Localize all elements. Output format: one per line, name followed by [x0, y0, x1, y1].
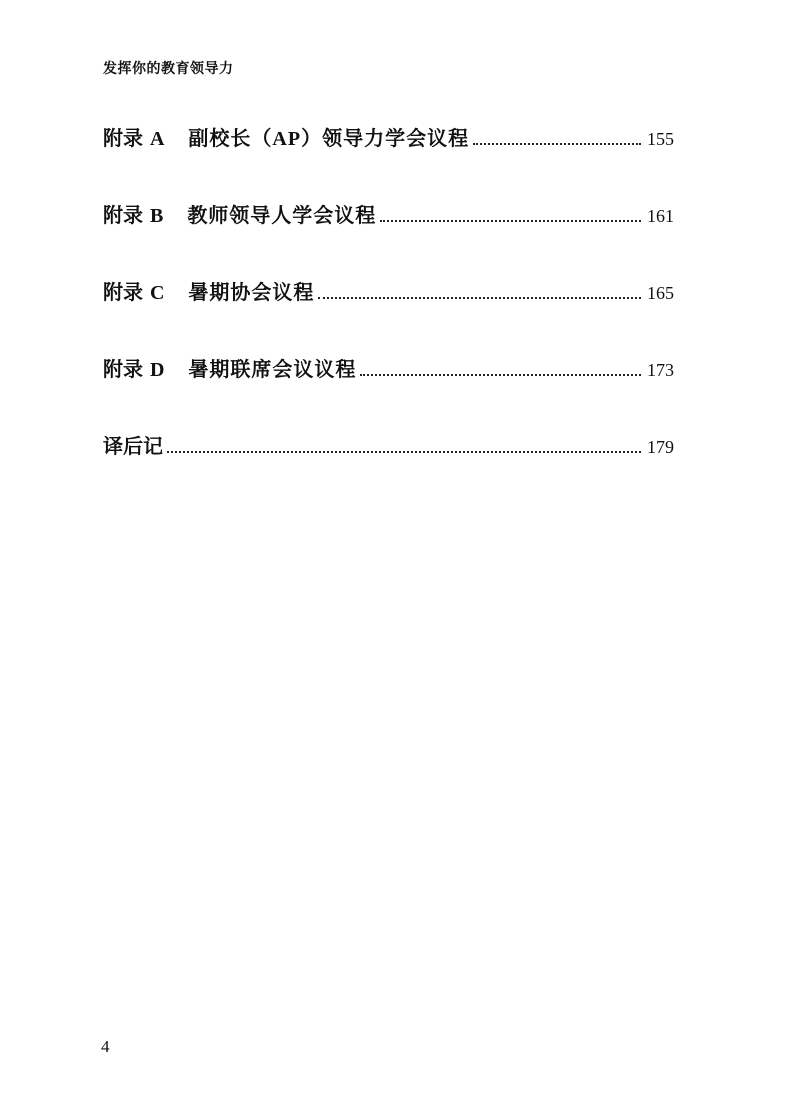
toc-entry-appendix-b[interactable]	[103, 199, 674, 276]
running-head: 发挥你的教育领导力	[103, 61, 234, 77]
toc-entry-title: 暑期协会议程	[188, 280, 315, 304]
toc-entry-appendix-a[interactable]	[103, 122, 674, 199]
toc-entry-label: 附录 B	[103, 203, 164, 227]
toc-entry-page: 173	[647, 360, 674, 380]
toc-entry-label: 译后记	[103, 434, 163, 458]
table-of-contents	[103, 122, 674, 507]
toc-entry-appendix-d[interactable]	[103, 353, 674, 430]
dot-leader	[473, 143, 641, 145]
toc-entry-label: 附录 C	[103, 280, 165, 304]
dot-leader	[380, 220, 641, 222]
toc-entry-appendix-c[interactable]	[103, 276, 674, 353]
page-number: 4	[101, 1037, 110, 1056]
toc-entry-afterword[interactable]	[103, 430, 674, 507]
toc-entry-title: 暑期联席会议议程	[188, 357, 357, 381]
dot-leader	[360, 374, 641, 376]
dot-leader	[318, 297, 641, 299]
toc-entry-label: 附录 A	[103, 126, 165, 150]
toc-entry-page: 179	[647, 437, 674, 457]
dot-leader	[167, 451, 641, 453]
toc-entry-title: 教师领导人学会议程	[187, 203, 377, 227]
toc-entry-title: 副校长（AP）领导力学会议程	[188, 126, 470, 150]
toc-entry-page: 165	[647, 283, 674, 303]
toc-entry-label: 附录 D	[103, 357, 165, 381]
toc-entry-page: 155	[647, 129, 674, 149]
toc-entry-page: 161	[647, 206, 674, 226]
